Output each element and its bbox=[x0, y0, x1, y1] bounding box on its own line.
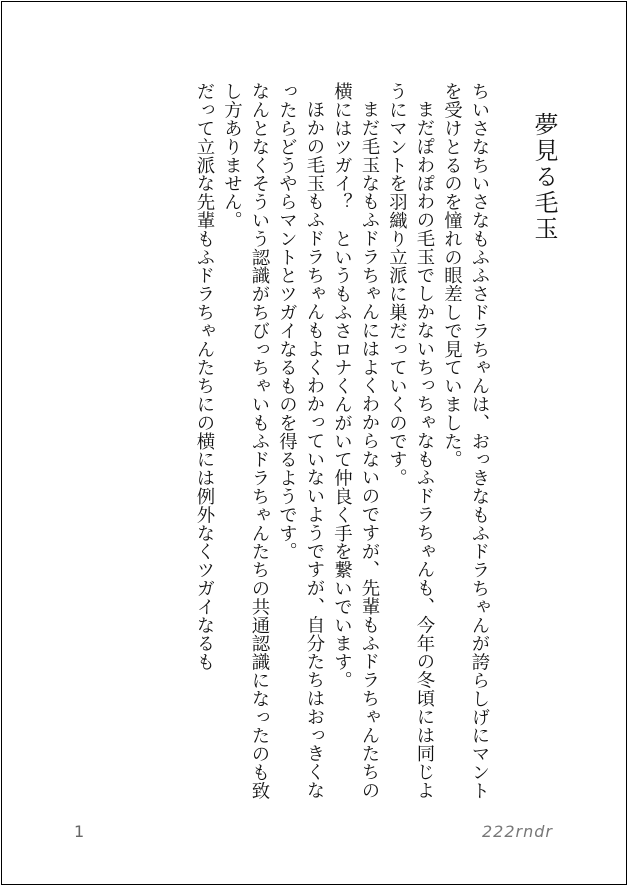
paragraph: だって立派な先輩もふドラちゃんたちにの横には例外なくツガイなるも bbox=[194, 82, 215, 671]
paragraph: ほかの毛玉もふドラちゃんもよくわかっていないようですが、自分たちはおっきくなったらどうやらマントとツガイなるものを得るようです。 bbox=[276, 82, 325, 800]
manuscript-page bbox=[1, 1, 627, 885]
paragraph: ちいさなちいさなもふふさドラちゃんは、おっきなもふドラちゃんが誇らしげにマントを受けとるのを憧れの眼差しで見ていました。 bbox=[441, 82, 490, 800]
paragraph: なんとなくそういう認識がちびっちゃいもふドラちゃんたちの共通認識になったのも致し方ありません。 bbox=[221, 82, 270, 800]
author-name: 222rndr bbox=[482, 822, 553, 841]
page-title: 夢見る毛玉 bbox=[530, 112, 558, 242]
paragraph: まだ毛玉なもふドラちゃんにはよくわからないのですが、先輩もふドラちゃんたちの横にはツガイ？ というもふさロナくんがいて仲良く手を繋いでいます。 bbox=[331, 82, 380, 800]
paragraph: まだぽわぽわの毛玉でしかないちっちゃなもふドラちゃんも、今年の冬頃には同じようにマントを羽織り立派に巣だっていくのです。 bbox=[386, 82, 435, 800]
page-number: 1 bbox=[74, 822, 85, 841]
body-text bbox=[73, 82, 493, 802]
